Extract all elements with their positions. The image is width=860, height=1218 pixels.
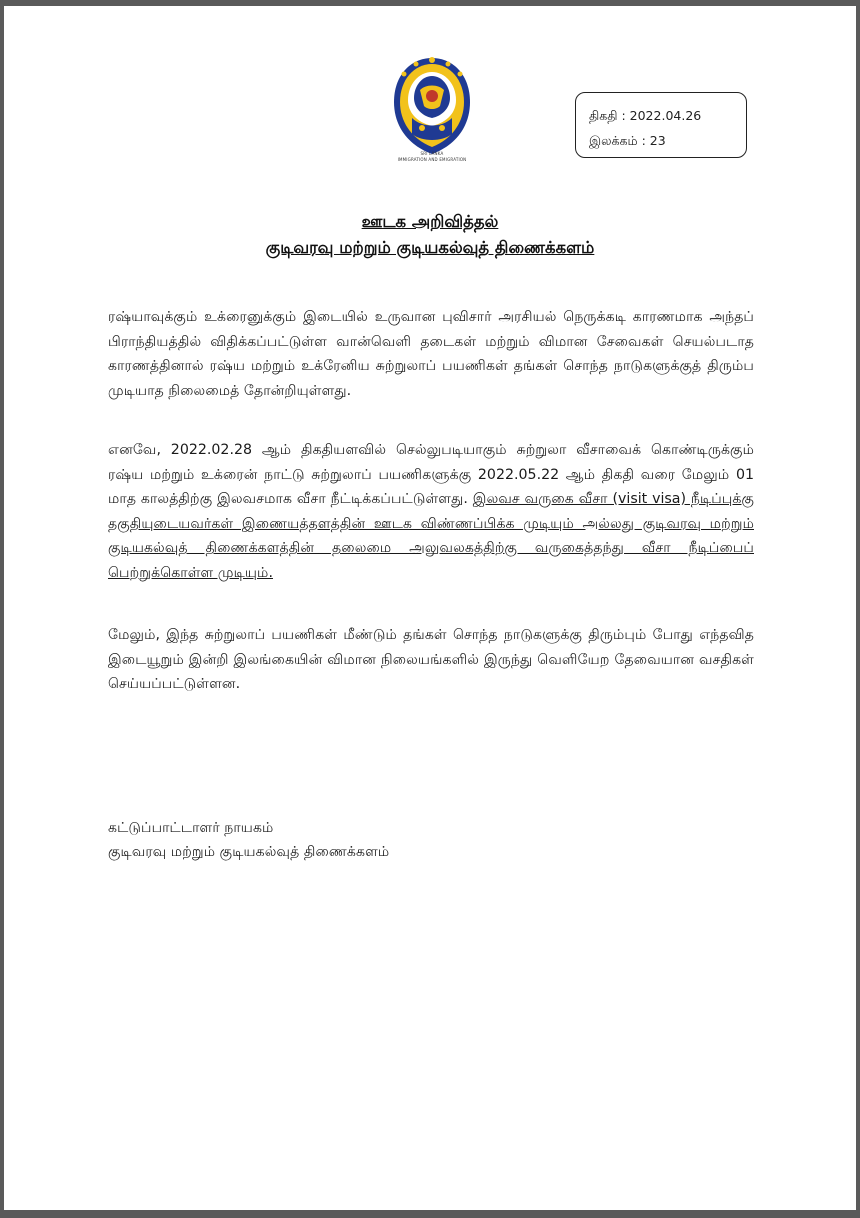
document-title: ஊடக அறிவித்தல்	[361, 212, 499, 231]
date-row	[589, 103, 746, 128]
number-row	[589, 128, 746, 153]
paragraph-2	[108, 438, 754, 585]
number-separator: :	[641, 133, 650, 148]
date-label: திகதி	[589, 108, 618, 123]
date-reference-box	[575, 92, 747, 158]
paragraph-2-underlined-text: இலவச வருகை வீசா (visit visa) நீடிப்புக்கு தகுதியுடையவர்கள் இணையத்தளத்தின் ஊடக விண்ணப்பிக்க முடியும் அல்லது குடிவரவு மற்றும் குடியகல்வுத் திணைக்களத்தின் தலைமை அலுவலகத்திற்கு வருகைத்தந்து வீசா நீடிப்பைப் பெற்றுக்கொள்ள முடியும்.	[108, 491, 754, 581]
signature-department: குடிவரவு மற்றும் குடியகல்வுத் திணைக்களம்	[108, 844, 390, 860]
paragraph-1: ரஷ்யாவுக்கும் உக்ரைனுக்கும் இடையில் உருவான புவிசார் அரசியல் நெருக்கடி காரணமாக அந்தப் பிராந்தியத்தில் விதிக்கப்பட்டுள்ள வான்வெளி தடைகள் மற்றும் விமான சேவைகள் செயல்படாத காரணத்தினால் ரஷ்ய மற்றும் உக்ரேனிய சுற்றுலாப் பயணிகள் தங்கள் சொந்த நாடுகளுக்குத் திரும்ப முடியாத நிலைமைத் தோன்றியுள்ளது.	[108, 309, 754, 399]
number-value: 23	[649, 133, 666, 148]
paragraph-3: மேலும், இந்த சுற்றுலாப் பயணிகள் மீண்டும் தங்கள் சொந்த நாடுகளுக்கு திரும்பும் போது எந்தவித இடையூறும் இன்றி இலங்கையின் விமான நிலையங்களில் இருந்து வெளியேற தேவையான வசதிகள் செய்யப்பட்டுள்ளன.	[108, 627, 754, 692]
date-separator: :	[621, 108, 630, 123]
date-value: 2022.04.26	[629, 108, 702, 123]
signature-title: கட்டுப்பாட்டாளர் நாயகம்	[108, 820, 274, 836]
paragraph-2-text: எனவே, 2022.02.28 ஆம் திகதியளவில் செல்லுபடியாகும் சுற்றுலா வீசாவைக் கொண்டிருக்கும் ரஷ்ய மற்றும் உக்ரைன் நாட்டு சுற்றுலாப் பயணிகளுக்கு 2022.05.22 ஆம் திகதி வரை மேலும் 01 மாத காலத்திற்கு இலவசமாக வீசா நீட்டிக்கப்பட்டுள்ளது.	[108, 442, 754, 507]
logo-caption-line1: SRI LANKA	[420, 151, 444, 156]
department-heading: குடிவரவு மற்றும் குடியகல்வுத் திணைக்களம்	[265, 238, 595, 257]
document-page	[4, 6, 856, 1210]
number-label: இலக்கம்	[589, 133, 638, 148]
logo-caption-line2: IMMIGRATION AND EMIGRATION	[397, 157, 467, 162]
